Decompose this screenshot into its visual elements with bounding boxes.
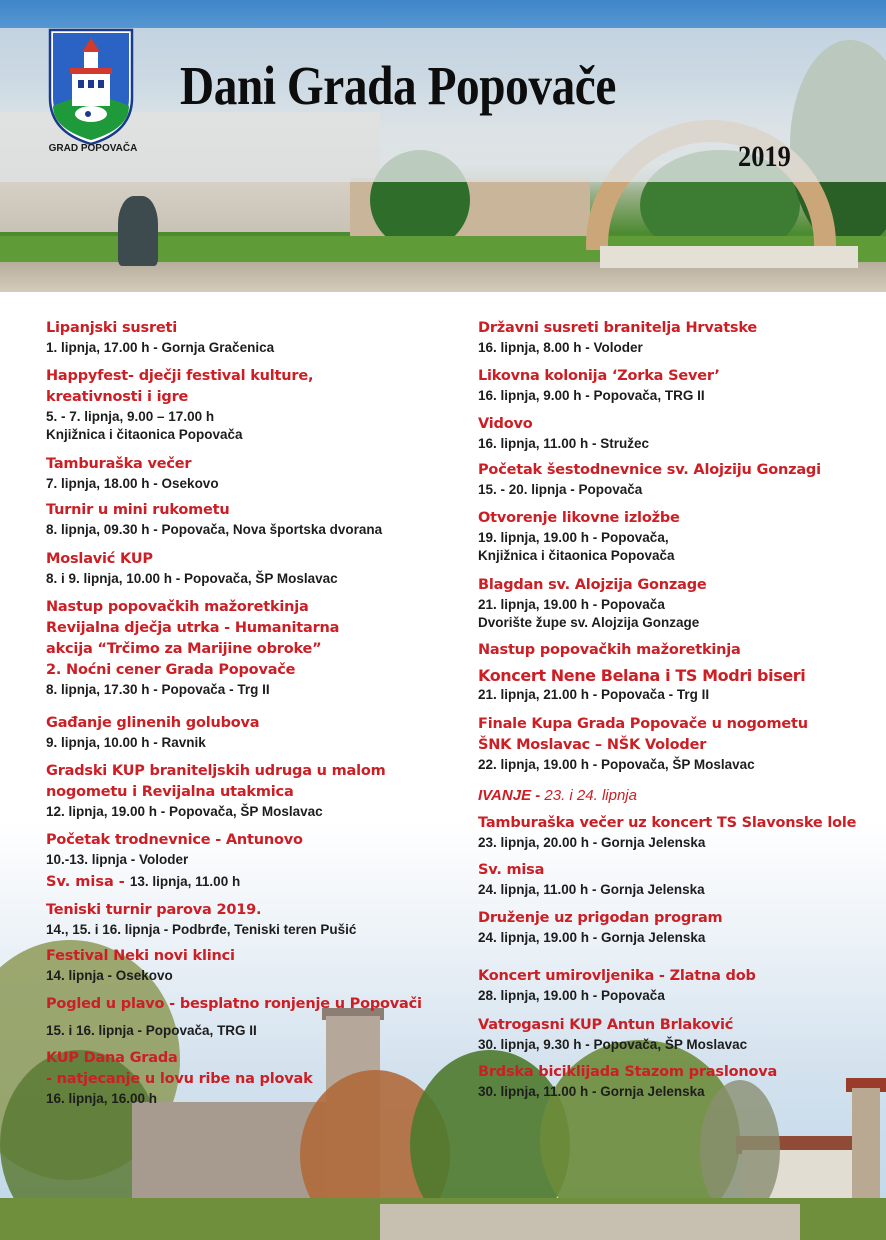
event-item	[46, 830, 486, 869]
event-title: Druženje uz prigodan program	[478, 910, 723, 926]
event-item	[478, 366, 886, 405]
event-item	[478, 1062, 886, 1101]
event-item	[46, 994, 486, 1015]
event-detail: 10.-13. lipnja - Voloder	[46, 852, 189, 867]
event-detail: 9. lipnja, 10.00 h - Ravnik	[46, 735, 206, 750]
event-title: Blagdan sv. Alojzija Gonzage	[478, 577, 707, 593]
event-detail: 16. lipnja, 9.00 h - Popovača, TRG II	[478, 388, 705, 403]
page-year: 2019	[738, 140, 791, 173]
event-detail: 16. lipnja, 16.00 h	[46, 1091, 158, 1106]
event-item	[478, 414, 886, 453]
event-item	[46, 761, 486, 821]
event-detail: 16. lipnja, 8.00 h - Voloder	[478, 340, 643, 355]
event-title: Početak trodnevnice - Antunovo	[46, 832, 303, 848]
event-title: Vidovo	[478, 416, 533, 432]
event-title: KUP Dana Grada	[46, 1050, 178, 1066]
event-title-highlight: Koncert Nene Belana i TS Modri biseri	[478, 666, 806, 685]
event-detail: Knjižnica i čitaonica Popovača	[478, 548, 675, 563]
event-detail: 23. i 24. lipnja	[544, 787, 637, 804]
event-title: Tamburaška večer	[46, 456, 192, 472]
event-title: Likovna kolonija ‘Zorka Sever’	[478, 368, 720, 384]
event-item	[478, 966, 886, 1005]
event-detail: 19. lipnja, 19.00 h - Popovača,	[478, 530, 669, 545]
event-title: Nastup popovačkih mažoretkinja	[46, 599, 309, 615]
event-title: Koncert umirovljenika - Zlatna dob	[478, 968, 756, 984]
event-detail: 15. - 20. lipnja - Popovača	[478, 482, 643, 497]
event-item	[46, 900, 486, 939]
event-title: Vatrogasni KUP Antun Brlaković	[478, 1017, 734, 1033]
event-title: Teniski turnir parova 2019.	[46, 902, 262, 918]
event-detail: 15. i 16. lipnja - Popovača, TRG II	[46, 1023, 257, 1038]
event-title: Otvorenje likovne izložbe	[478, 510, 680, 526]
event-detail: Dvorište župe sv. Alojzija Gonzage	[478, 615, 700, 630]
event-title: Revijalna dječja utrka - Humanitarna	[46, 620, 340, 636]
event-item	[478, 714, 886, 774]
event-detail: 8. lipnja, 17.30 h - Popovača - Trg II	[46, 682, 270, 697]
event-detail: 23. lipnja, 20.00 h - Gornja Jelenska	[478, 835, 706, 850]
event-detail: 21. lipnja, 19.00 h - Popovača	[478, 597, 665, 612]
event-item	[46, 872, 486, 892]
event-title: Happyfest- dječji festival kulture,	[46, 368, 314, 384]
event-title: Brdska biciklijada Stazom praslonova	[478, 1064, 778, 1080]
event-detail: 5. - 7. lipnja, 9.00 – 17.00 h	[46, 409, 215, 424]
event-item	[478, 318, 886, 357]
event-detail: 8. i 9. lipnja, 10.00 h - Popovača, ŠP Moslavac	[46, 571, 338, 586]
event-title: Moslavić KUP	[46, 551, 153, 567]
event-title: Lipanjski susreti	[46, 320, 178, 336]
event-item	[478, 786, 886, 806]
event-item	[478, 460, 886, 499]
page-title: Dani Grada Popovače	[180, 55, 616, 116]
event-item	[46, 318, 486, 357]
event-item	[46, 946, 486, 985]
event-detail: 12. lipnja, 19.00 h - Popovača, ŠP Moslavac	[46, 804, 323, 819]
event-title: Sv. misa	[478, 862, 545, 878]
event-title: Turnir u mini rukometu	[46, 502, 230, 518]
event-detail: Knjižnica i čitaonica Popovača	[46, 427, 243, 442]
event-item	[46, 1048, 486, 1108]
event-detail: 28. lipnja, 19.00 h - Popovača	[478, 988, 665, 1003]
event-item	[478, 1015, 886, 1054]
event-detail: 1. lipnja, 17.00 h - Gornja Gračenica	[46, 340, 275, 355]
event-title: Gradski KUP braniteljskih udruga u malom	[46, 763, 386, 779]
event-detail: 8. lipnja, 09.30 h - Popovača, Nova športska dvorana	[46, 522, 383, 537]
event-item	[478, 665, 886, 704]
event-item	[46, 549, 486, 588]
event-detail: 30. lipnja, 9.30 h - Popovača, ŠP Moslavac	[478, 1037, 748, 1052]
event-item	[46, 1022, 486, 1040]
event-item	[46, 366, 486, 444]
event-title: Festival Neki novi klinci	[46, 948, 235, 964]
coat-of-arms-icon	[48, 28, 134, 146]
event-title: akcija “Trčimo za Marijine obroke”	[46, 641, 322, 657]
event-title: Sv. misa -	[46, 874, 130, 890]
event-title: Državni susreti branitelja Hrvatske	[478, 320, 758, 336]
event-title: Početak šestodnevnice sv. Alojziju Gonzagi	[478, 462, 821, 478]
event-title: IVANJE -	[478, 787, 545, 804]
event-detail: 22. lipnja, 19.00 h - Popovača, ŠP Moslavac	[478, 757, 755, 772]
event-item	[478, 813, 886, 852]
event-title: Gađanje glinenih golubova	[46, 715, 260, 731]
event-detail: 30. lipnja, 11.00 h - Gornja Jelenska	[478, 1084, 705, 1099]
event-title: Nastup popovačkih mažoretkinja	[478, 642, 741, 658]
event-item	[478, 508, 886, 565]
event-item	[478, 640, 886, 661]
event-item	[46, 500, 486, 539]
event-detail: 14., 15. i 16. lipnja - Podbrđe, Teniski teren Pušić	[46, 922, 357, 937]
event-title: - natjecanje u lovu ribe na plovak	[46, 1071, 313, 1087]
event-title: kreativnosti i igre	[46, 389, 189, 405]
event-item	[478, 860, 886, 899]
event-item	[46, 713, 486, 752]
event-title: Finale Kupa Grada Popovače u nogometu	[478, 716, 808, 732]
event-detail: 14. lipnja - Osekovo	[46, 968, 173, 983]
event-item	[478, 575, 886, 632]
event-title: Pogled u plavo - besplatno ronjenje u Popovači	[46, 996, 422, 1012]
event-detail: 21. lipnja, 21.00 h - Popovača - Trg II	[478, 687, 710, 702]
event-detail: 24. lipnja, 11.00 h - Gornja Jelenska	[478, 882, 705, 897]
event-detail: 7. lipnja, 18.00 h - Osekovo	[46, 476, 219, 491]
event-detail: 24. lipnja, 19.00 h - Gornja Jelenska	[478, 930, 706, 945]
event-item	[478, 908, 886, 947]
event-item	[46, 597, 486, 699]
event-title: ŠNK Moslavac – NŠK Voloder	[478, 737, 707, 753]
event-item	[46, 454, 486, 493]
event-title: 2. Noćni cener Grada Popovače	[46, 662, 296, 678]
event-detail: 13. lipnja, 11.00 h	[129, 874, 241, 889]
event-detail: 16. lipnja, 11.00 h - Stružec	[478, 436, 650, 451]
event-title: nogometu i Revijalna utakmica	[46, 784, 294, 800]
crest-label: GRAD POPOVAČA	[48, 143, 138, 154]
event-title: Tamburaška večer uz koncert TS Slavonske lole	[478, 815, 857, 831]
